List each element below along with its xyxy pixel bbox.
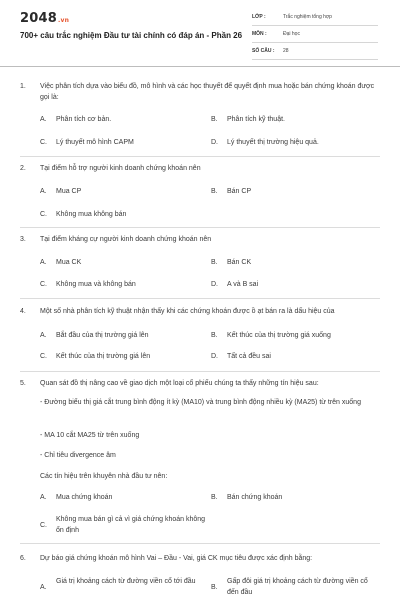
question-divider: [20, 156, 380, 157]
question-number: 1.: [20, 83, 26, 90]
answer-option[interactable]: Lý thuyết mô hình CAPM: [56, 139, 134, 146]
answer-option[interactable]: Bán chứng khoán: [227, 494, 283, 501]
option-letter: D.: [211, 139, 218, 146]
option-letter: A.: [40, 332, 47, 339]
option-letter: B.: [211, 494, 218, 501]
answer-option[interactable]: Không mua bán gì cả vì giá chứng khoán không ổn định: [56, 516, 206, 534]
option-letter: B.: [211, 259, 218, 266]
option-letter: C.: [40, 281, 47, 288]
option-letter: B.: [211, 188, 218, 195]
question-divider: [20, 543, 380, 544]
answer-option[interactable]: Gấp đôi giá trị khoảng cách từ đường viền cổ đến đầu: [227, 578, 368, 596]
option-letter: A.: [40, 188, 47, 195]
option-letter: D.: [211, 281, 218, 288]
question-number: 5.: [20, 380, 26, 387]
answer-option[interactable]: Giá trị khoảng cách từ đường viền cổ tới đầu: [56, 578, 196, 585]
question-number: 3.: [20, 236, 26, 243]
question-text: Việc phân tích dựa vào biểu đồ, mô hình và các học thuyết để quyết định mua hoặc bán chứng khoán được gọi là:: [40, 83, 375, 101]
question-divider: [20, 298, 380, 299]
answer-option[interactable]: Mua CP: [56, 188, 82, 195]
answer-option[interactable]: Không mua và không bán: [56, 281, 136, 288]
answer-option[interactable]: A và B sai: [227, 281, 259, 288]
option-letter: B.: [211, 332, 218, 339]
answer-option[interactable]: Phân tích cơ bản.: [56, 116, 112, 123]
meta-value: Đại học: [283, 31, 300, 37]
meta-key: LỚP :: [252, 14, 266, 20]
question-divider: [20, 227, 380, 228]
answer-option[interactable]: Bắt đầu của thị trường giá lên: [56, 332, 149, 339]
option-letter: B.: [211, 584, 218, 591]
question-text: Tại điểm hỗ trợ người kinh doanh chứng khoán nên: [40, 165, 201, 172]
option-letter: C.: [40, 211, 47, 218]
meta-key: MÔN :: [252, 31, 267, 37]
question-divider: [20, 371, 380, 372]
answer-option[interactable]: Bán CP: [227, 188, 252, 195]
question-text: Một số nhà phân tích kỹ thuật nhận thấy khi các chứng khoán được ồ ạt bán ra là dấu hiệu của: [40, 308, 335, 315]
answer-option[interactable]: Phân tích kỹ thuật.: [227, 116, 285, 123]
meta-value: Trắc nghiệm tổng hợp: [283, 14, 332, 20]
signal-line: - Đường biểu thị giá cắt trung bình động ít kỳ (MA10) và trung bình động nhiều kỳ (MA25) từ trên xuống: [40, 399, 361, 406]
answer-option[interactable]: Kết thúc của thị trường giá xuống: [227, 332, 331, 339]
meta-key: SỐ CÂU :: [252, 48, 275, 54]
option-letter: A.: [40, 584, 47, 591]
answer-option[interactable]: Bán CK: [227, 259, 252, 266]
logo-text: 2048: [20, 11, 57, 26]
answer-option[interactable]: Tất cả đều sai: [227, 353, 271, 360]
option-letter: A.: [40, 494, 47, 501]
answer-option[interactable]: Lý thuyết thị trường hiệu quả.: [227, 139, 319, 146]
question-text: Tại điểm kháng cự người kinh doanh chứng khoán nên: [40, 236, 212, 243]
option-letter: C.: [40, 353, 47, 360]
question-number: 6.: [20, 555, 26, 562]
answer-option[interactable]: Kết thúc của thị trường giá lên: [56, 353, 151, 360]
answer-option[interactable]: Mua chứng khoán: [56, 494, 113, 501]
signal-line: - Chỉ tiêu divergence âm: [40, 452, 116, 459]
option-letter: A.: [40, 116, 47, 123]
question-number: 2.: [20, 165, 26, 172]
question-text: Dự báo giá chứng khoán mô hình Vai – Đầu - Vai, giá CK mục tiêu được xác định bằng:: [40, 555, 313, 562]
question-text: Quan sát đồ thị nâng cao về giao dịch một loại cổ phiếu chúng ta thấy những tín hiệu sau:: [40, 380, 319, 387]
logo-suffix: .vn: [57, 17, 70, 24]
answer-option[interactable]: Không mua không bán: [56, 211, 127, 218]
answer-option[interactable]: Mua CK: [56, 259, 82, 266]
option-letter: C.: [40, 522, 47, 529]
question-number: 4.: [20, 308, 26, 315]
option-letter: A.: [40, 259, 47, 266]
meta-value: 28: [283, 48, 289, 54]
option-letter: B.: [211, 116, 218, 123]
document-title: 700+ câu trắc nghiệm Đầu tư tài chính có đáp án - Phần 26: [20, 31, 243, 40]
signal-line: - MA 10 cắt MA25 từ trên xuống: [40, 432, 140, 439]
option-letter: C.: [40, 139, 47, 146]
option-letter: D.: [211, 353, 218, 360]
prompt-line: Các tín hiệu trên khuyên nhà đầu tư nên:: [40, 473, 168, 480]
